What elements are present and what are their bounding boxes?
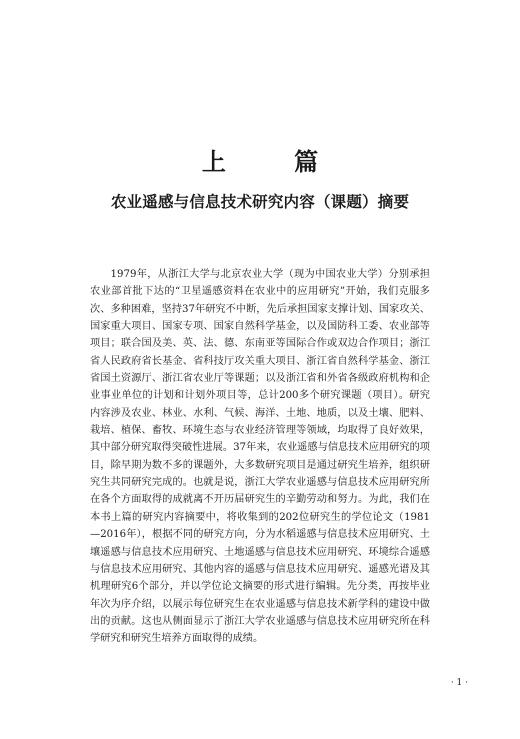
section-subtitle: 农业遥感与信息技术研究内容（课题）摘要	[110, 193, 410, 211]
page-number: · 1 ·	[450, 678, 468, 688]
body-paragraph: 1979年，从浙江大学与北京农业大学（现为中国农业大学）分别承担农业部首批下达的“卫星遥感资料在农业中的应用研究”开始，我们克服多次、多种困难，坚持37年研究不中断，先后承担国家支撑计划、国家攻关、国家重大项目、国家专项、国家自然科学基金，以及国防科工委、农业部等项目；联合国及美、英、法、德、东南亚等国际合作或双边合作项目；浙江省人民政府省长基金、省科技厅攻关重大项目、浙江省自然科学基金、浙江省国土资源厅、浙江省农业厅等课题；以及浙江省和外省各级政府机构和企业事业单位的计划和计划外项目等，总计200多个研究课题（项目）。研究内容涉及农业、林业、水利、气候、海洋、土地、地质，以及土壤、肥料、栽培、植保、畜牧、环境生态与农业经济管理等领域，均取得了良好效果，其中部分研究取得突破性进展。37年来，农业遥感与信息技术应用研究的项目，除早期为数不多的课题外，大多数研究项目是通过研究生培养，组织研究生共同研究完成的。也就是说，浙江大学农业遥感与信息技术应用研究所在各个方面取得的成就离不开历届研究生的辛勤劳动和努力。为此，我们在本书上篇的研究内容摘要中，将收集到的202位研究生的学位论文（1981—2016年），根据不同的研究方向，分为水稻遥感与信息技术应用研究、土壤遥感与信息技术应用研究、土地遥感与信息技术应用研究、环境综合遥感与信息技术应用研究、其他内容的遥感与信息技术应用研究、遥感光谱及其机理研究6个部分，并以学位论文摘要的形式进行编辑。先分类，再按毕业年次为序介绍，以展示每位研究生在农业遥感与信息技术新学科的建设中做出的贡献。这也从侧面显示了浙江大学农业遥感与信息技术应用研究所在科学研究和研究生培养方面取得的成绩。	[90, 269, 430, 645]
part-title: 上 篇	[201, 147, 349, 176]
